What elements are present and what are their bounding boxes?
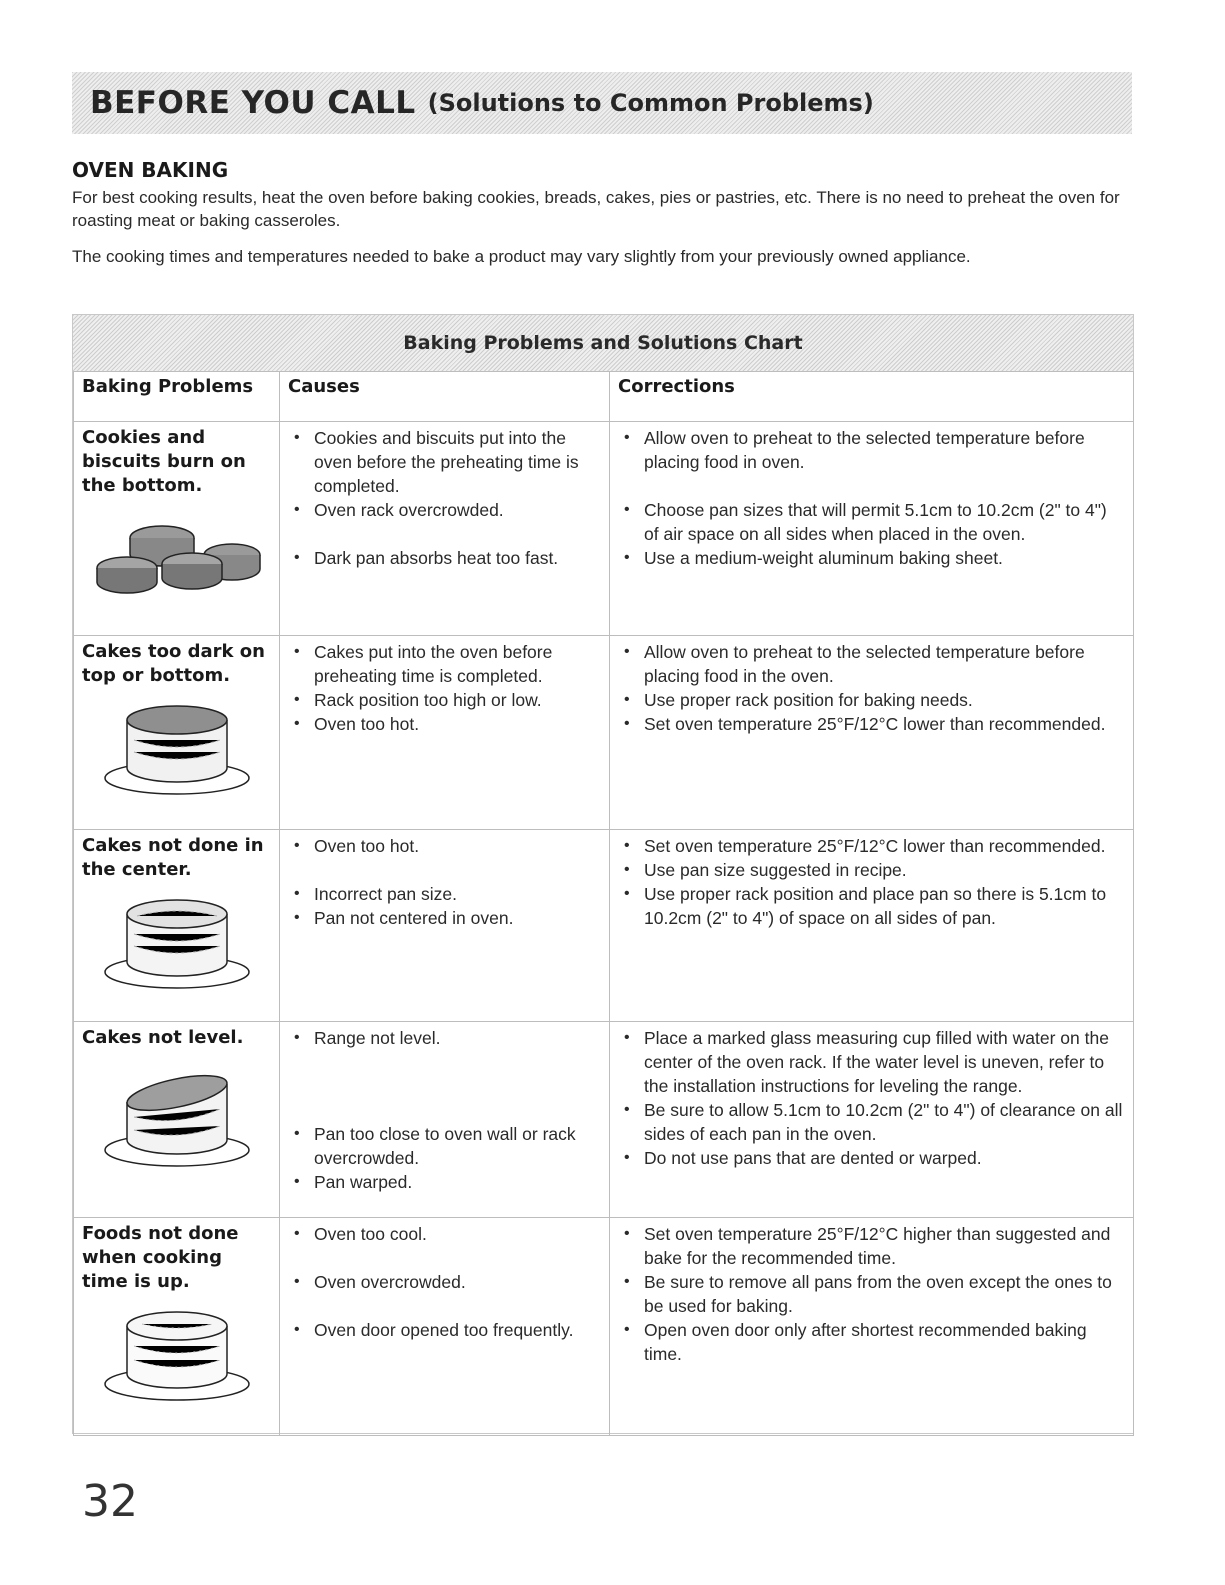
cause-item: • Oven door opened too frequently. [288,1318,601,1342]
problem-label: Cakes not level. [82,1027,244,1048]
cause-item: • Oven too hot. [288,834,601,858]
table-row [74,1218,1134,1436]
problem-cell [74,1218,280,1436]
correction-item: • Set oven temperature 25°F/12°C lower than recommended. [618,712,1125,736]
correction-item: • Choose pan sizes that will permit 5.1cm to 10.2cm (2" to 4") of air space on all sides when placed in the oven. [618,498,1125,546]
header-causes: Causes [280,372,610,422]
tilted-cake-illustration [82,1062,262,1172]
chart-title: Baking Problems and Solutions Chart [403,332,803,354]
correction-item: • Be sure to remove all pans from the oven except the ones to be used for baking. [618,1270,1125,1318]
table-row [74,636,1134,830]
correction-item: • Open oven door only after shortest recommended baking time. [618,1318,1125,1366]
cookies-illustration [82,510,262,600]
correction-item: • Use a medium-weight aluminum baking sheet. [618,546,1125,570]
causes-cell [280,830,610,1022]
problem-cell [74,636,280,830]
page-number: 32 [82,1476,138,1527]
cause-item: • Pan warped. [288,1170,601,1194]
correction-item: • Place a marked glass measuring cup filled with water on the center of the oven rack. If the water level is uneven, refer to the installation instructions for leveling the range. [618,1026,1125,1098]
causes-cell [280,1218,610,1436]
correction-item: • Use proper rack position for baking needs. [618,688,1125,712]
causes-cell [280,1022,610,1218]
header-corrections: Corrections [610,372,1134,422]
cause-item: • Pan too close to oven wall or rack overcrowded. [288,1122,601,1170]
pale-cake-illustration [82,1306,262,1406]
correction-item: • Be sure to allow 5.1cm to 10.2cm (2" to 4") of clearance on all sides of each pan in the oven. [618,1098,1125,1146]
chart-title-bar [73,315,1133,371]
cause-item: • Rack position too high or low. [288,688,601,712]
undone-cake-illustration [82,894,262,994]
corrections-cell [610,636,1134,830]
table-row [74,1022,1134,1218]
correction-item: • Set oven temperature 25°F/12°C lower than recommended. [618,834,1125,858]
correction-item: • Use proper rack position and place pan so there is 5.1cm to 10.2cm (2" to 4") of space on all sides of pan. [618,882,1125,930]
cause-item: • Incorrect pan size. [288,882,601,906]
cause-item: • Oven rack overcrowded. [288,498,601,522]
intro-paragraph-1: For best cooking results, heat the oven before baking cookies, breads, cakes, pies or pastries, etc. There is no need to preheat the oven for roasting meat or baking casseroles. [72,188,1120,230]
footer-rule [72,1506,1134,1520]
problem-label: Cakes too dark on top or bottom. [82,641,265,686]
table-header-row [74,372,1134,422]
cause-item: • Pan not centered in oven. [288,906,601,930]
table-row [74,422,1134,636]
correction-item: • Use pan size suggested in recipe. [618,858,1125,882]
correction-item: • Allow oven to preheat to the selected temperature before placing food in oven. [618,426,1125,474]
header-banner [72,72,1132,134]
correction-item: • Allow oven to preheat to the selected temperature before placing food in the oven. [618,640,1125,688]
corrections-cell [610,1218,1134,1436]
problem-label: Foods not done when cooking time is up. [82,1223,239,1292]
corrections-cell [610,830,1134,1022]
cause-item: • Dark pan absorbs heat too fast. [288,546,601,570]
problem-cell [74,1022,280,1218]
corrections-cell [610,1022,1134,1218]
cause-item: • Oven too hot. [288,712,601,736]
corrections-cell [610,422,1134,636]
correction-item: • Set oven temperature 25°F/12°C higher than suggested and bake for the recommended time. [618,1222,1125,1270]
header-problems: Baking Problems [74,372,280,422]
table-row [74,830,1134,1022]
intro-paragraph-2: The cooking times and temperatures needed to bake a product may vary slightly from your previously owned appliance. [72,247,971,266]
solutions-table [73,371,1134,1436]
section-title: OVEN BAKING [72,158,229,182]
page-subtitle: (Solutions to Common Problems) [427,89,874,117]
problem-label: Cookies and biscuits burn on the bottom. [82,427,246,496]
cause-item: • Range not level. [288,1026,601,1050]
causes-cell [280,636,610,830]
problem-cell [74,422,280,636]
problem-cell [74,830,280,1022]
dark-cake-illustration [82,700,262,800]
problem-label: Cakes not done in the center. [82,835,264,880]
cause-item: • Oven overcrowded. [288,1270,601,1294]
cause-item: • Oven too cool. [288,1222,601,1246]
baking-solutions-chart [72,314,1134,1434]
correction-item: • Do not use pans that are dented or warped. [618,1146,1125,1170]
causes-cell [280,422,610,636]
page-title: BEFORE YOU CALL [90,85,416,121]
cause-item: • Cookies and biscuits put into the oven before the preheating time is completed. [288,426,601,498]
page-footer [72,1476,1134,1527]
cause-item: • Cakes put into the oven before preheating time is completed. [288,640,601,688]
